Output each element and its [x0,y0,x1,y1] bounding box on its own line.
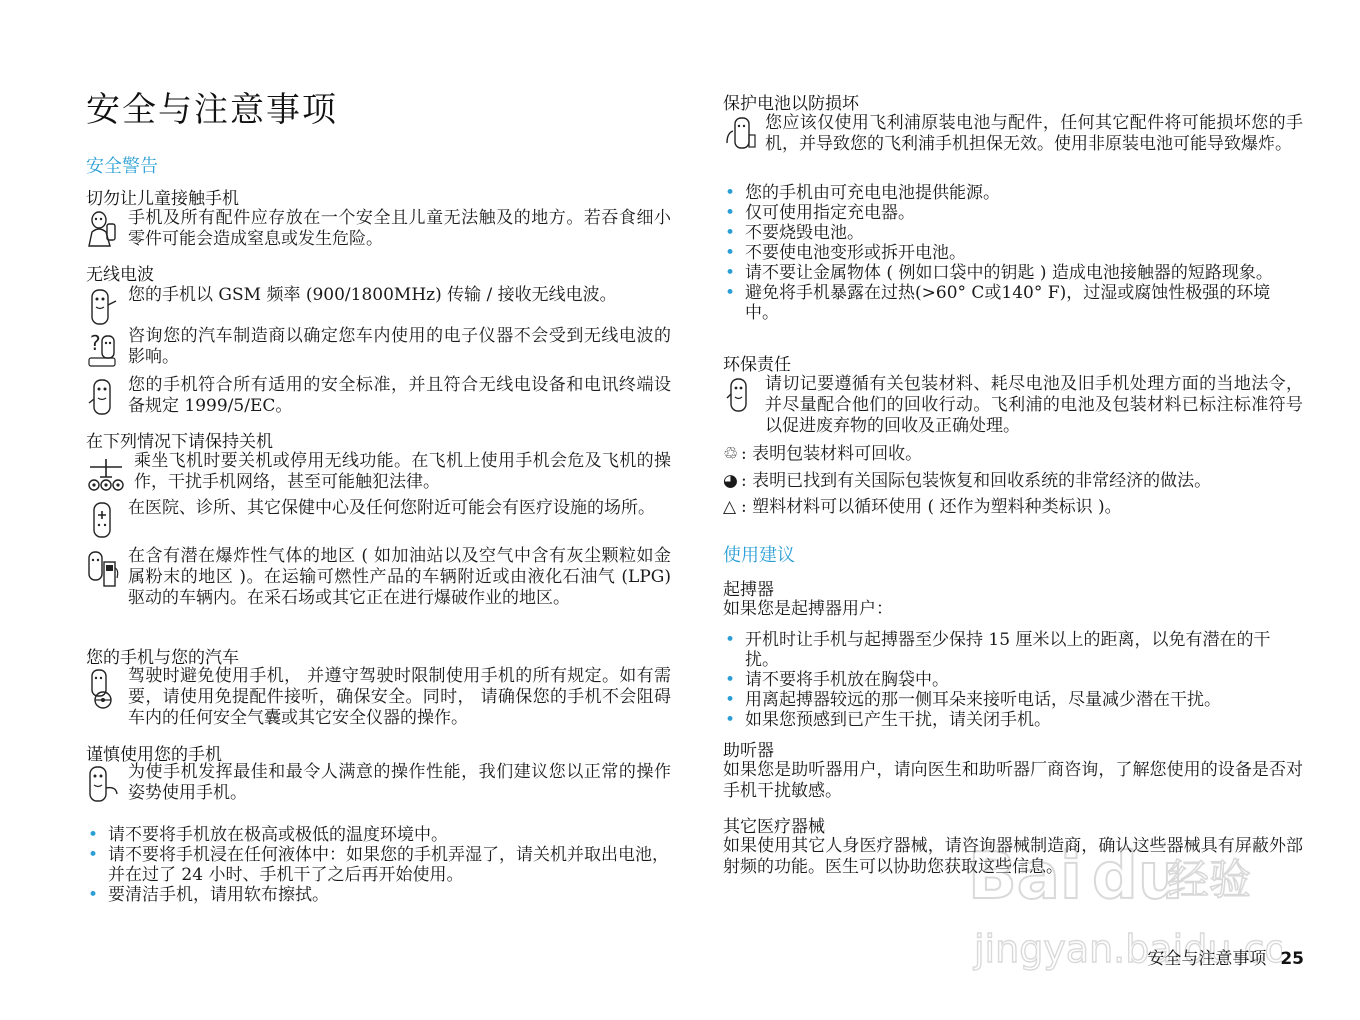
list-item: • 避免将手机暴露在过热(>60° C或140° F)，过湿或腐蚀性极强的环境中。 [723,283,1303,323]
left-bullet-list [86,825,671,905]
heading-radio-waves: 无线电波 [86,265,154,285]
para-hearing-aid [723,760,1303,802]
para-children [86,208,671,252]
pacemaker-intro-text: 如果您是起搏器用户： [723,599,893,619]
list-item: • 如果您预感到已产生干扰，请关闭手机。 [723,710,1303,730]
list-item: • 仅可使用指定充电器。 [723,203,1303,223]
list-item: • 不要烧毁电池。 [723,223,1303,243]
para-battery [723,113,1303,157]
symbol-row-plastic [723,497,1122,518]
list-item: • 请不要让金属物体 ( 例如口袋中的钥匙 ) 造成电池接触器的短路现象。 [723,263,1303,283]
list-item: • 开机时让手机与起搏器至少保持 15 厘米以上的距离，以免有潜在的干扰。 [723,630,1303,670]
driving-phone-icon [86,668,120,710]
heading-switch-off: 在下列情况下请保持关机 [86,432,273,452]
careful-text: 为使手机发挥最佳和最令人满意的操作性能，我们建议您以正常的操作姿势使用手机。 [128,762,671,803]
battery-text: 您应该仅使用飞利浦原装电池与配件，任何其它配件将可能损坏您的手机，并导致您的飞利浦手机担保无效。使用非原装电池可能导致爆炸。 [765,113,1303,154]
list-item: • 您的手机由可充电电池提供能源。 [723,183,1303,203]
explosive-text: 在含有潜在爆炸性气体的地区 ( 如加油站以及空气中含有灰尘颗粒如金属粉末的地区 )。在运输可燃性产品的车辆附近或由液化石油气 (LPG) 驱动的车辆内。在采石场或其它正在进行爆破作业的地区。 [128,546,671,608]
heading-medical-devices: 其它医疗器械 [723,817,825,837]
phone-handheld-icon [86,764,120,806]
heading-pacemaker: 起搏器 [723,580,774,600]
para-radio-1 [86,285,671,329]
hospital-phone-icon [86,500,120,542]
fuel-pump-icon [86,548,120,590]
svg-text:?: ? [90,331,101,355]
list-item: • 用离起搏器较远的那一侧耳朵来接听电话，尽量减少潜在干扰。 [723,690,1303,710]
airplane-text: 乘坐飞机时要关机或停用无线功能。在飞机上使用手机会危及飞机的操作，干扰手机网络，甚至可能触犯法律。 [134,451,671,492]
car-text: 驾驶时避免使用手机， 并遵守驾驶时限制使用手机的所有规定。如有需要，请使用免提配件接听，确保安全。同时， 请确保您的手机不会阻碍车内的任何安全气囊或其它安全仪器的操作。 [128,666,671,728]
battery-bullet-list [723,183,1303,323]
list-item: • 请不要将手机放在极高或极低的温度环境中。 [86,825,671,845]
symbol-text-recyclable: : 表明包装材料可回收。 [741,444,923,464]
para-airplane [86,451,671,495]
para-radio-3 [86,375,671,419]
list-item: • 请不要将手机放在胸袋中。 [723,670,1303,690]
section-heading-usage-advice: 使用建议 [723,545,795,566]
para-hospital [86,498,671,542]
heading-children: 切勿让儿童接触手机 [86,189,239,209]
para-car [86,666,671,729]
airplane-icon [86,453,126,495]
watermark-logo-du: du [1092,840,1184,914]
symbol-row-green-dot [723,471,1211,492]
battery-phone-icon [723,115,757,157]
question-car-icon [86,328,120,370]
heading-environment: 环保责任 [723,355,791,375]
heading-hearing-aid: 助听器 [723,741,774,761]
para-radio-2 [86,326,671,370]
section-heading-safety-warnings: 安全警告 [86,156,158,177]
footer-label: 安全与注意事项 [1147,949,1267,969]
recycle-icon: ♲ [723,444,739,464]
recycle-phone-icon [723,376,757,418]
children-text: 手机及所有配件应存放在一个安全且儿童无法触及的地方。若吞食细小零件可能会造成窒息或发生危险。 [128,208,671,249]
pacemaker-intro [723,599,1303,620]
medical-devices-text: 如果使用其它人身医疗器械，请咨询器械制造商，确认这些器械具有屏蔽外部射频的功能。医生可以协助您获取这些信息。 [723,836,1303,877]
watermark-url: jingyan.baidu.co [974,927,1282,971]
phone-character-icon [86,287,120,329]
green-dot-icon: ◕ [723,471,738,491]
list-item: • 请不要将手机浸在任何液体中：如果您的手机弄湿了，请关机并取出电池，并在过了 24 小时、手机干了之后再开始使用。 [86,845,671,885]
heading-battery: 保护电池以防损坏 [723,94,859,114]
hearing-aid-text: 如果您是助听器用户，请向医生和助听器厂商咨询，了解您使用的设备是否对手机干扰敏感。 [723,760,1303,801]
page-number: 25 [1280,949,1304,969]
watermark-logo-bai: Bai [968,840,1082,914]
environment-text: 请切记要遵循有关包装材料、耗尽电池及旧手机处理方面的当地法令，并尽量配合他们的回收行动。飞利浦的电池及包装材料已标注标准符号以促进废弃物的回收及正确处理。 [765,374,1303,436]
child-phone-icon [86,210,120,252]
hospital-text: 在医院、诊所、其它保健中心及任何您附近可能会有医疗设施的场所。 [128,498,655,518]
para-careful [86,762,671,806]
symbol-text-plastic: : 塑料材料可以循环使用 ( 还作为塑料种类标识 )。 [741,497,1122,517]
radio-text-1: 您的手机以 GSM 频率 (900/1800MHz) 传输 / 接收无线电波。 [128,285,617,305]
para-environment [723,374,1303,437]
radio-text-3: 您的手机符合所有适用的安全标准，并且符合无线电设备和电讯终端设备规定 1999/5/EC。 [128,375,671,416]
page-footer [1147,944,1304,969]
symbol-text-green-dot: : 表明已找到有关国际包装恢复和回收系统的非常经济的做法。 [741,471,1212,491]
radio-text-2: 咨询您的汽车制造商以确定您车内使用的电子仪器不会受到无线电波的影响。 [128,326,671,367]
pacemaker-bullet-list [723,630,1303,730]
list-item: • 不要使电池变形或拆开电池。 [723,243,1303,263]
phone-standard-icon [86,377,120,419]
para-explosive [86,546,671,609]
symbol-row-recyclable [723,444,922,465]
page-title: 安全与注意事项 [86,90,338,130]
plastic-triangle-icon: △ [723,497,737,517]
watermark-logo-jingyan: 经验 [1167,855,1252,904]
heading-careful-use: 谨慎使用您的手机 [86,745,222,765]
list-item: • 要清洁手机，请用软布擦拭。 [86,885,671,905]
heading-car: 您的手机与您的汽车 [86,648,239,668]
